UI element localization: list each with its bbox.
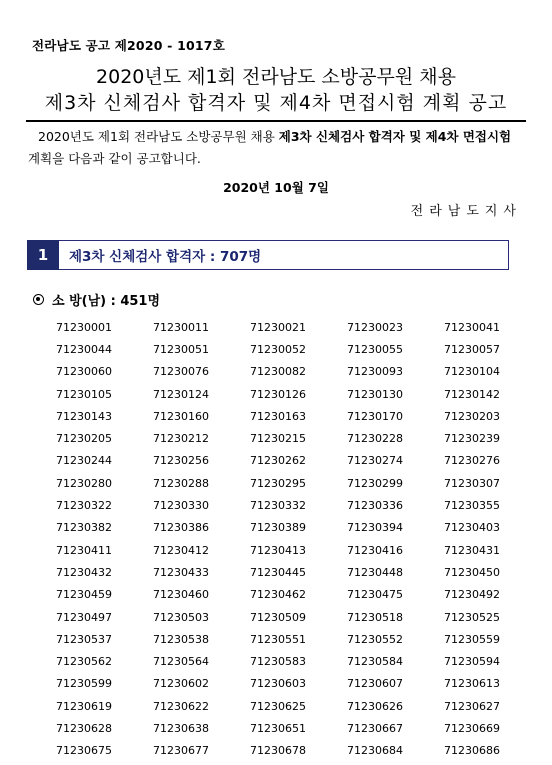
candidate-number: 71230336 xyxy=(347,499,403,513)
candidate-number: 71230413 xyxy=(250,543,306,557)
candidate-number: 71230564 xyxy=(153,655,209,669)
candidate-number: 71230599 xyxy=(56,677,112,691)
table-row xyxy=(56,450,541,472)
candidate-number: 71230170 xyxy=(347,409,403,423)
candidate-number: 71230448 xyxy=(347,565,403,579)
candidate-number: 71230684 xyxy=(347,744,403,758)
candidate-number: 71230552 xyxy=(347,632,403,646)
candidate-number: 71230460 xyxy=(153,588,209,602)
candidate-number: 71230276 xyxy=(444,454,500,468)
table-row xyxy=(56,427,541,449)
table-row xyxy=(56,405,541,427)
table-row xyxy=(56,740,541,762)
table-row xyxy=(56,539,541,561)
candidate-number: 71230060 xyxy=(56,365,112,379)
title-divider xyxy=(26,120,526,122)
candidate-number: 71230622 xyxy=(153,699,209,713)
candidate-number: 71230394 xyxy=(347,521,403,535)
candidate-number: 71230619 xyxy=(56,699,112,713)
candidate-number: 71230288 xyxy=(153,476,209,490)
candidate-number: 71230274 xyxy=(347,454,403,468)
candidate-number: 71230625 xyxy=(250,699,306,713)
candidate-number: 71230613 xyxy=(444,677,500,691)
candidate-number: 71230411 xyxy=(56,543,112,557)
candidate-number: 71230497 xyxy=(56,610,112,624)
group-label: 소 방(남) : 451명 xyxy=(52,294,161,309)
candidate-number: 71230445 xyxy=(250,565,306,579)
table-row xyxy=(56,606,541,628)
candidate-number: 71230163 xyxy=(250,409,306,423)
table-row xyxy=(56,383,541,405)
candidate-number: 71230212 xyxy=(153,432,209,446)
intro-text-2: 계획을 다음과 같이 공고합니다. xyxy=(28,151,201,166)
candidate-number: 71230001 xyxy=(56,320,112,334)
candidate-number: 71230104 xyxy=(444,365,500,379)
candidate-number: 71230228 xyxy=(347,432,403,446)
candidate-number: 71230126 xyxy=(250,387,306,401)
candidate-number: 71230538 xyxy=(153,632,209,646)
candidate-number: 71230262 xyxy=(250,454,306,468)
candidate-number: 71230669 xyxy=(444,721,500,735)
table-row xyxy=(56,650,541,672)
title-line-1: 2020년도 제1회 전라남도 소방공무원 채용 xyxy=(96,66,456,88)
candidate-number: 71230082 xyxy=(250,365,306,379)
candidate-number: 71230627 xyxy=(444,699,500,713)
candidate-number: 71230686 xyxy=(444,744,500,758)
candidate-number: 71230602 xyxy=(153,677,209,691)
intro-paragraph xyxy=(28,126,518,170)
intro-bold-text: 제3차 신체검사 합격자 및 제4차 면접시험 xyxy=(278,129,512,144)
candidate-number: 71230667 xyxy=(347,721,403,735)
table-row xyxy=(56,584,541,606)
candidate-number: 71230537 xyxy=(56,632,112,646)
table-row xyxy=(56,695,541,717)
candidate-number: 71230431 xyxy=(444,543,500,557)
candidate-number: 71230295 xyxy=(250,476,306,490)
candidate-number: 71230386 xyxy=(153,521,209,535)
candidate-number: 71230052 xyxy=(250,342,306,356)
candidate-number: 71230651 xyxy=(250,721,306,735)
candidate-number: 71230403 xyxy=(444,521,500,535)
candidate-number: 71230607 xyxy=(347,677,403,691)
candidate-number: 71230021 xyxy=(250,320,306,334)
candidate-number: 71230450 xyxy=(444,565,500,579)
candidate-number: 71230051 xyxy=(153,342,209,356)
candidate-number: 71230583 xyxy=(250,655,306,669)
candidate-number: 71230041 xyxy=(444,320,500,334)
intro-text-1: 2020년도 제1회 전라남도 소방공무원 채용 xyxy=(38,129,279,144)
notice-date: 2020년 10월 7일 xyxy=(223,180,329,195)
section-title: 제3차 신체검사 합격자 : 707명 xyxy=(69,249,262,265)
table-row xyxy=(56,673,541,695)
candidate-number: 71230416 xyxy=(347,543,403,557)
table-row xyxy=(56,338,541,360)
candidate-number: 71230475 xyxy=(347,588,403,602)
candidate-number: 71230143 xyxy=(56,409,112,423)
candidate-number: 71230594 xyxy=(444,655,500,669)
candidate-number: 71230628 xyxy=(56,721,112,735)
notice-number: 전라남도 공고 제2020 - 1017호 xyxy=(32,38,225,53)
candidate-number: 71230584 xyxy=(347,655,403,669)
table-row xyxy=(56,561,541,583)
candidate-number: 71230055 xyxy=(347,342,403,356)
candidate-number: 71230160 xyxy=(153,409,209,423)
candidate-number: 71230044 xyxy=(56,342,112,356)
candidate-number: 71230244 xyxy=(56,454,112,468)
candidate-number: 71230492 xyxy=(444,588,500,602)
candidate-number: 71230256 xyxy=(153,454,209,468)
candidate-number: 71230626 xyxy=(347,699,403,713)
candidate-number: 71230203 xyxy=(444,409,500,423)
candidate-number: 71230105 xyxy=(56,387,112,401)
passer-number-grid xyxy=(56,316,541,762)
candidate-number: 71230677 xyxy=(153,744,209,758)
candidate-number: 71230239 xyxy=(444,432,500,446)
table-row xyxy=(56,361,541,383)
candidate-number: 71230093 xyxy=(347,365,403,379)
candidate-number: 71230559 xyxy=(444,632,500,646)
candidate-number: 71230432 xyxy=(56,565,112,579)
candidate-number: 71230412 xyxy=(153,543,209,557)
candidate-number: 71230518 xyxy=(347,610,403,624)
candidate-number: 71230332 xyxy=(250,499,306,513)
title-line-2: 제3차 신체검사 합격자 및 제4차 면접시험 계획 공고 xyxy=(44,92,508,114)
candidate-number: 71230382 xyxy=(56,521,112,535)
candidate-number: 71230389 xyxy=(250,521,306,535)
candidate-number: 71230124 xyxy=(153,387,209,401)
candidate-number: 71230355 xyxy=(444,499,500,513)
candidate-number: 71230057 xyxy=(444,342,500,356)
section-number: 1 xyxy=(27,240,59,270)
candidate-number: 71230307 xyxy=(444,476,500,490)
candidate-number: 71230525 xyxy=(444,610,500,624)
candidate-number: 71230675 xyxy=(56,744,112,758)
table-row xyxy=(56,316,541,338)
candidate-number: 71230638 xyxy=(153,721,209,735)
candidate-number: 71230433 xyxy=(153,565,209,579)
table-row xyxy=(56,717,541,739)
group-heading xyxy=(33,290,160,309)
candidate-number: 71230509 xyxy=(250,610,306,624)
candidate-number: 71230562 xyxy=(56,655,112,669)
section-header xyxy=(27,240,509,270)
candidate-number: 71230551 xyxy=(250,632,306,646)
candidate-number: 71230459 xyxy=(56,588,112,602)
candidate-number: 71230205 xyxy=(56,432,112,446)
candidate-number: 71230215 xyxy=(250,432,306,446)
candidate-number: 71230280 xyxy=(56,476,112,490)
candidate-number: 71230603 xyxy=(250,677,306,691)
table-row xyxy=(56,472,541,494)
bullet-icon xyxy=(33,294,44,305)
candidate-number: 71230503 xyxy=(153,610,209,624)
table-row xyxy=(56,628,541,650)
table-row xyxy=(56,517,541,539)
candidate-number: 71230130 xyxy=(347,387,403,401)
table-row xyxy=(56,494,541,516)
candidate-number: 71230322 xyxy=(56,499,112,513)
candidate-number: 71230330 xyxy=(153,499,209,513)
candidate-number: 71230678 xyxy=(250,744,306,758)
candidate-number: 71230299 xyxy=(347,476,403,490)
candidate-number: 71230462 xyxy=(250,588,306,602)
candidate-number: 71230142 xyxy=(444,387,500,401)
candidate-number: 71230076 xyxy=(153,365,209,379)
candidate-number: 71230011 xyxy=(153,320,209,334)
candidate-number: 71230023 xyxy=(347,320,403,334)
issuer: 전라남도지사 xyxy=(410,204,522,219)
